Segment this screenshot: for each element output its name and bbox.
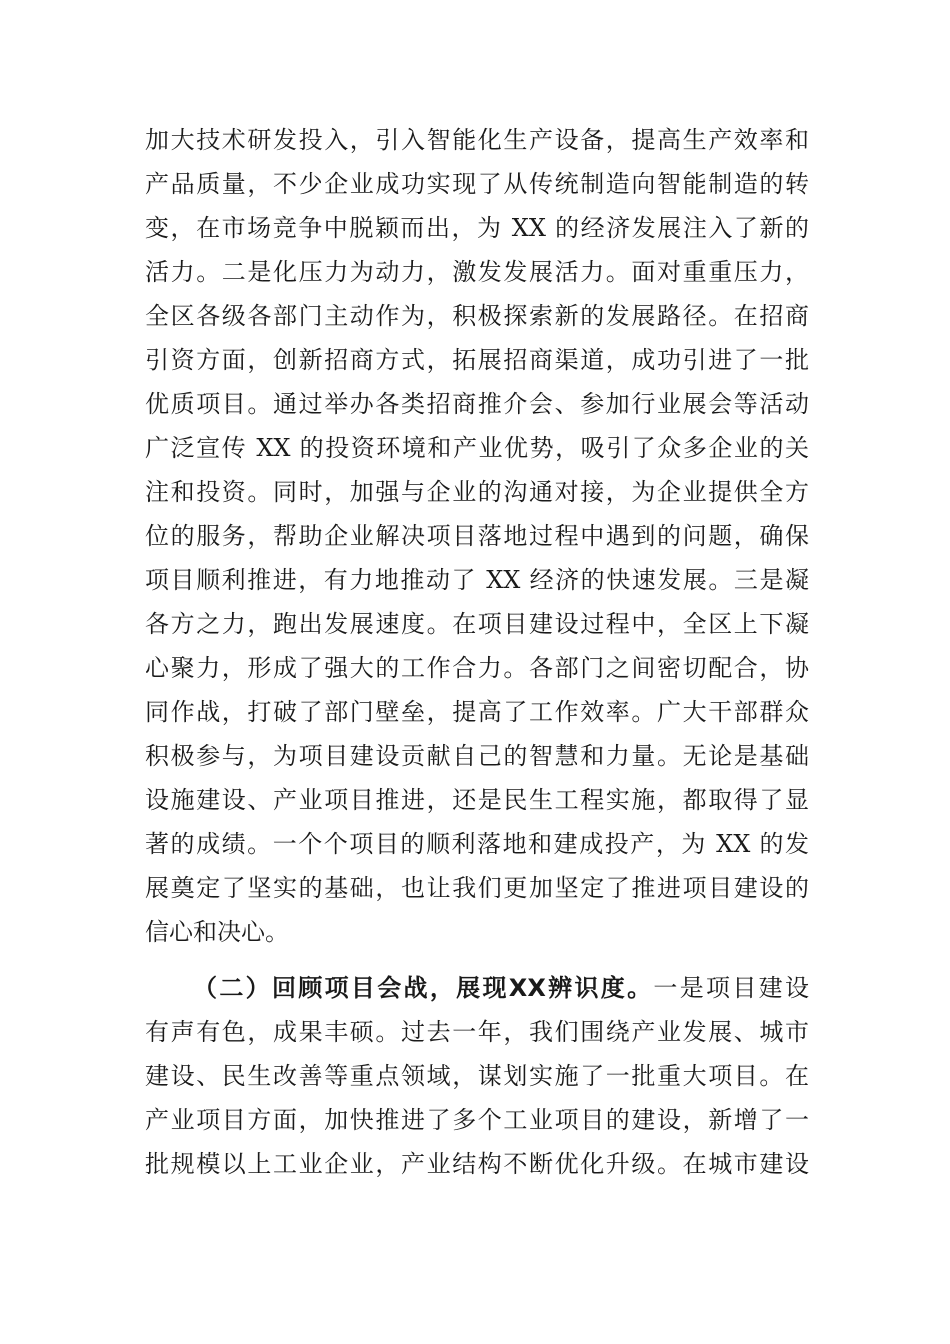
text-line: 信心和决心。 <box>145 918 289 946</box>
text-line: 项目顺利推进，有力地推动了 XX 经济的快速发展。三是凝 <box>145 566 809 594</box>
text-line: 批规模以上工业企业，产业结构不断优化升级。在城市建设 <box>145 1150 809 1178</box>
text-line: 设施建设、产业项目推进，还是民生工程实施，都取得了显 <box>145 786 809 814</box>
text-line: 活力。二是化压力为动力，激发发展活力。面对重重压力， <box>145 258 809 286</box>
text-line: 优质项目。通过举办各类招商推介会、参加行业展会等活动 <box>145 390 809 418</box>
text-line: 广泛宣传 XX 的投资环境和产业优势，吸引了众多企业的关 <box>145 434 809 462</box>
section-heading-continuation: 一是项目建设 <box>653 974 809 1002</box>
text-line: 展奠定了坚实的基础，也让我们更加坚定了推进项目建设的 <box>145 874 809 902</box>
text-line: 有声有色，成果丰硕。过去一年，我们围绕产业发展、城市 <box>145 1018 809 1046</box>
text-line: 心聚力，形成了强大的工作合力。各部门之间密切配合，协 <box>145 654 809 682</box>
section-heading-line <box>193 968 809 1008</box>
text-line: 建设、民生改善等重点领域，谋划实施了一批重大项目。在 <box>145 1062 809 1090</box>
text-line: 全区各级各部门主动作为，积极探索新的发展路径。在招商 <box>145 302 809 330</box>
text-line: 加大技术研发投入，引入智能化生产设备，提高生产效率和 <box>145 126 809 154</box>
text-line: 变，在市场竞争中脱颖而出，为 XX 的经济发展注入了新的 <box>145 214 809 242</box>
text-line: 同作战，打破了部门壁垒，提高了工作效率。广大干部群众 <box>145 698 809 726</box>
text-line: 产业项目方面，加快推进了多个工业项目的建设，新增了一 <box>145 1106 809 1134</box>
text-line: 著的成绩。一个个项目的顺利落地和建成投产，为 XX 的发 <box>145 830 809 858</box>
text-line: 积极参与，为项目建设贡献自己的智慧和力量。无论是基础 <box>145 742 809 770</box>
text-line: 位的服务，帮助企业解决项目落地过程中遇到的问题，确保 <box>145 522 809 550</box>
text-line: 引资方面，创新招商方式，拓展招商渠道，成功引进了一批 <box>145 346 809 374</box>
text-line: 注和投资。同时，加强与企业的沟通对接，为企业提供全方 <box>145 478 809 506</box>
text-line: 产品质量，不少企业成功实现了从传统制造向智能制造的转 <box>145 170 809 198</box>
text-line: 各方之力，跑出发展速度。在项目建设过程中，全区上下凝 <box>145 610 809 638</box>
section-heading: （二）回顾项目会战，展现XX辨识度。 <box>193 974 654 1002</box>
